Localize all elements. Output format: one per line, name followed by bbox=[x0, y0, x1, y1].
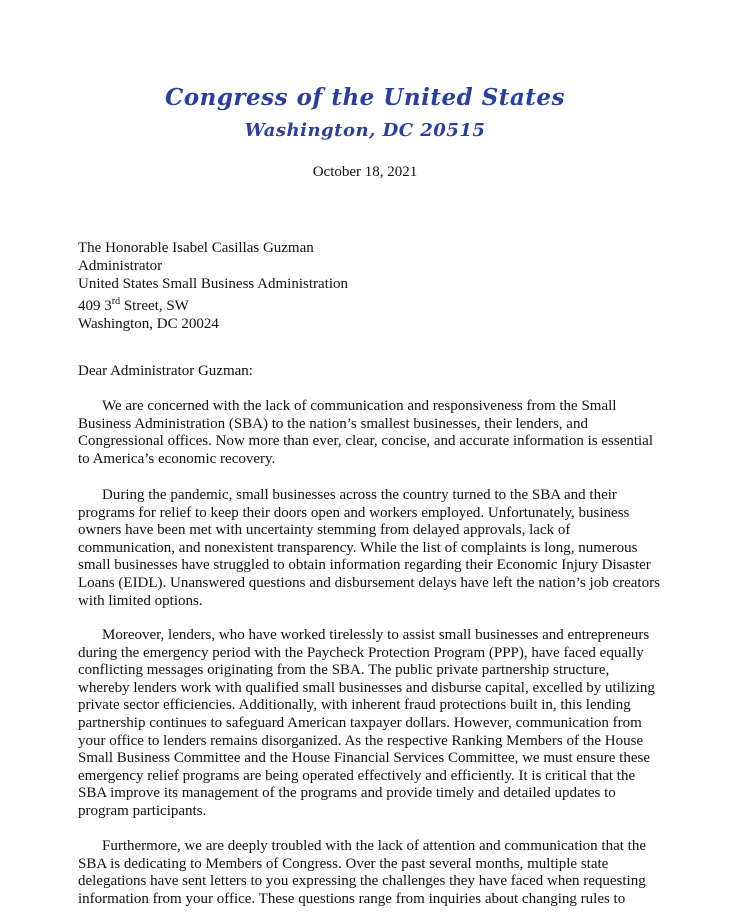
paragraph-3 bbox=[78, 627, 678, 821]
paragraph-line: communication, and nonexistent transparency. While the list of complaints is long, numerous bbox=[78, 539, 638, 556]
recipient-street bbox=[78, 293, 348, 315]
paragraph-1 bbox=[78, 398, 678, 468]
paragraph-line: during the emergency period with the Paycheck Protection Program (PPP), have faced equally bbox=[78, 644, 644, 661]
recipient-title: Administrator bbox=[78, 258, 163, 274]
letterhead-title: Congress of the United States bbox=[164, 84, 566, 111]
paragraph-line: During the pandemic, small businesses across the country turned to the SBA and their bbox=[102, 487, 617, 503]
paragraph-line: your office to lenders remains disorganized. As the respective Ranking Members of the House bbox=[78, 732, 644, 749]
street-superscript: rd bbox=[111, 296, 121, 307]
paragraph-line: private sector efficiencies. Additionally, with inherent fraud protections built in, this lending bbox=[78, 697, 631, 714]
paragraph-line: Loans (EIDL). Unanswered questions and disbursement delays have left the nation’s job creators bbox=[78, 574, 660, 591]
paragraph-line: programs for relief to keep their doors open and workers employed. Unfortunately, business bbox=[78, 504, 630, 521]
paragraph-line: Moreover, lenders, who have worked tirelessly to assist small businesses and entrepreneurs bbox=[102, 627, 650, 643]
paragraph-line: SBA improve its management of the programs and provide timely and detailed updates to bbox=[78, 785, 616, 802]
paragraph-line: whereby lenders work with qualified small businesses and disburse capital, excelled by utilizing bbox=[78, 679, 655, 696]
paragraph-line: Business Administration (SBA) to the nation’s smallest businesses, their lenders, and bbox=[78, 415, 588, 432]
letter-date: October 18, 2021 bbox=[312, 164, 418, 180]
paragraph-line: We are concerned with the lack of communication and responsiveness from the Small bbox=[102, 398, 617, 414]
salutation: Dear Administrator Guzman: bbox=[78, 363, 253, 379]
paragraph-line: Small Business Committee and the House Financial Services Committee, we must ensure these bbox=[78, 750, 650, 767]
paragraph-line: to America’s economic recovery. bbox=[78, 450, 276, 467]
recipient-address bbox=[78, 239, 348, 333]
paragraph-line: conflicting messages originating from the SBA. The public private partnership structure, bbox=[78, 662, 610, 679]
street-rest: Street, SW bbox=[120, 298, 189, 314]
recipient-organization: United States Small Business Administration bbox=[78, 276, 348, 292]
paragraph-line: program participants. bbox=[78, 802, 207, 819]
recipient-name: The Honorable Isabel Casillas Guzman bbox=[78, 240, 314, 256]
paragraph-line: Furthermore, we are deeply troubled with the lack of attention and communication that the bbox=[102, 838, 646, 854]
paragraph-line: partnership continues to safeguard American taxpayer dollars. However, communication from bbox=[78, 714, 642, 731]
paragraph-line: Congressional offices. Now more than ever, clear, concise, and accurate information is essential bbox=[78, 433, 653, 450]
paragraph-line: with limited options. bbox=[78, 592, 203, 609]
paragraph-2 bbox=[78, 487, 678, 610]
paragraph-line: owners have been met with uncertainty stemming from delayed approvals, lack of bbox=[78, 522, 571, 539]
letterhead-subtitle: Washington, DC 20515 bbox=[244, 120, 486, 141]
paragraph-4 bbox=[78, 838, 678, 908]
recipient-city: Washington, DC 20024 bbox=[78, 316, 219, 332]
paragraph-line: small businesses have struggled to obtain information regarding their Economic Injury Disaster bbox=[78, 557, 651, 574]
paragraph-line: delegations have sent letters to you expressing the challenges they have faced when requesting bbox=[78, 873, 646, 890]
paragraph-line: emergency relief programs are being operated effectively and efficiently. It is critical that the bbox=[78, 767, 636, 784]
street-number: 409 3 bbox=[78, 298, 112, 314]
paragraph-line: information from your office. These questions range from inquiries about changing rules to bbox=[78, 890, 626, 907]
paragraph-line: SBA is dedicating to Members of Congress. Over the past several months, multiple state bbox=[78, 855, 609, 872]
